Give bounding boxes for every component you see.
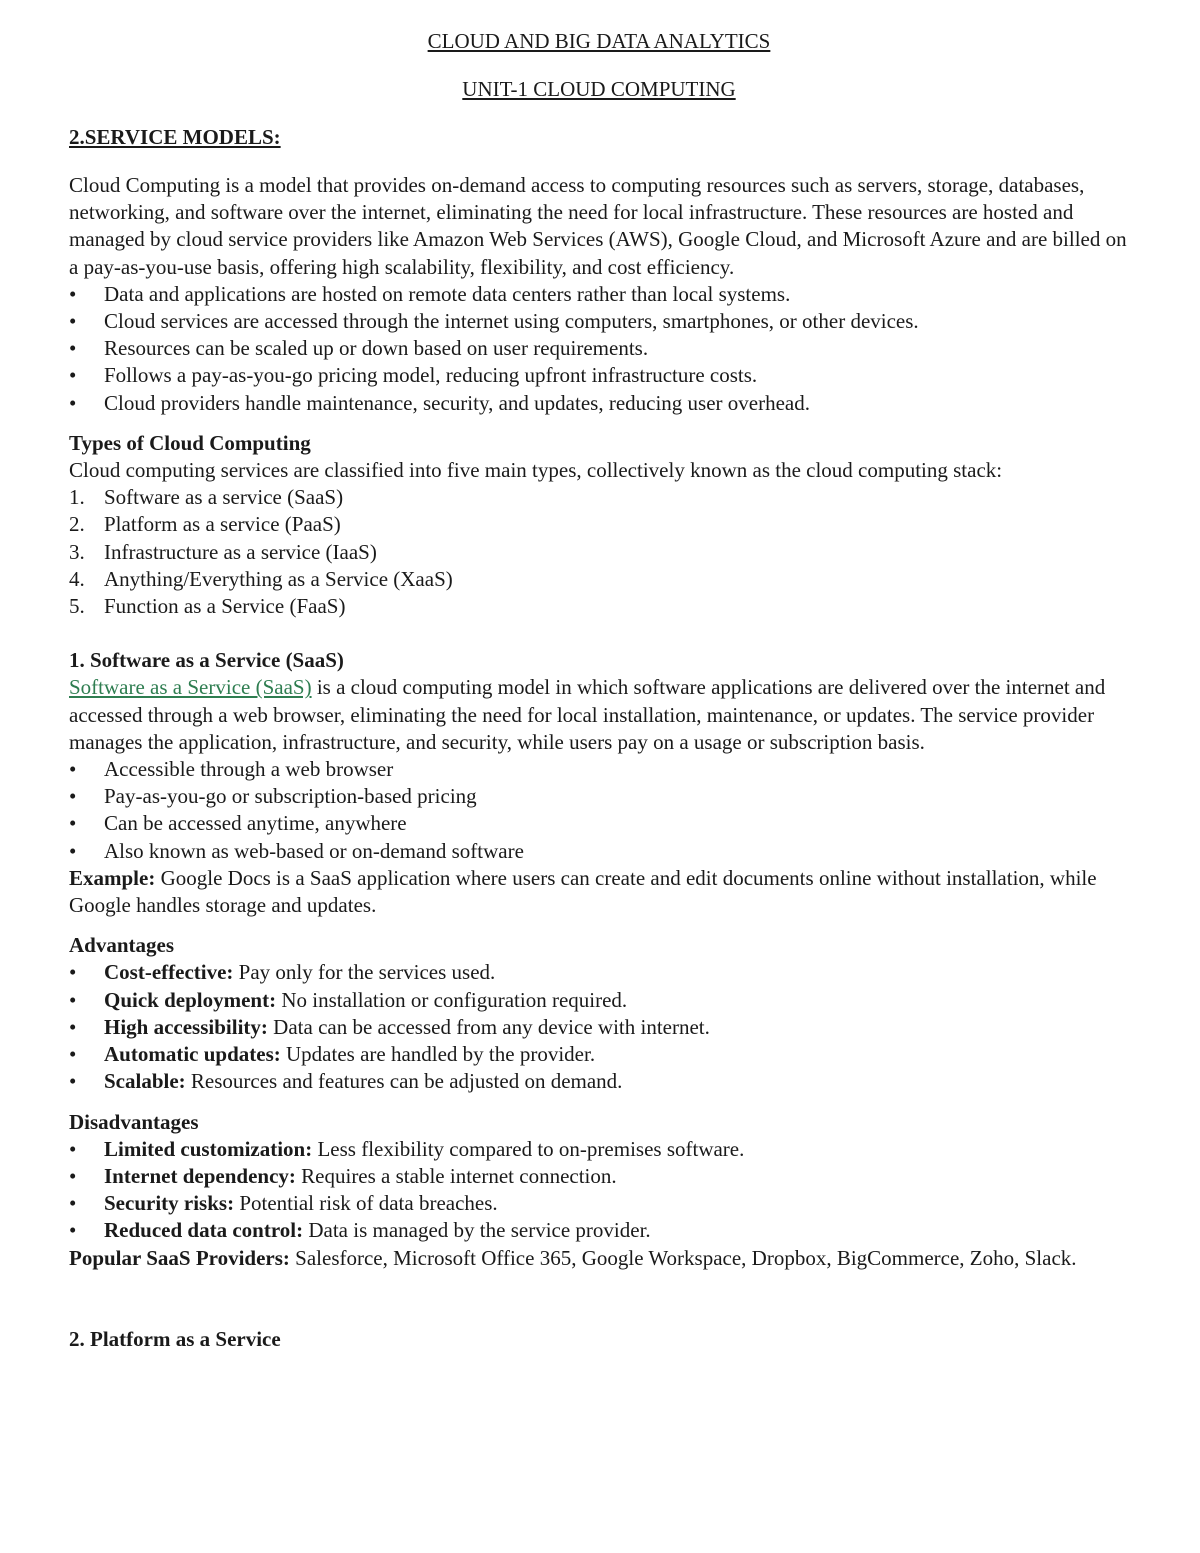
- term: Cost-effective:: [104, 960, 234, 985]
- saas-paragraph-text: is a cloud computing model in which software applications are delivered over the internet and accessed through a web browser, eliminating the need for local installation, maintenance, or updates. The service provider manages the application, infrastructure, and security, while users pay on a usage or subscription basis.: [69, 675, 1106, 754]
- description: Pay only for the services used.: [233, 960, 496, 985]
- types-paragraph: Cloud computing services are classified into five main types, collectively known as the cloud computing stack:: [69, 458, 1003, 483]
- saas-bullet-list: [69, 756, 1129, 865]
- bullet-icon: •: [69, 390, 77, 415]
- disadvantages-list: [69, 1136, 1129, 1245]
- course-title: CLOUD AND BIG DATA ANALYTICS: [427, 29, 771, 53]
- bullet-icon: •: [69, 1136, 77, 1161]
- term: Limited customization:: [104, 1136, 313, 1161]
- list-item: [69, 484, 1129, 511]
- bullet-icon: •: [69, 757, 77, 782]
- saas-heading: 1. Software as a Service (SaaS): [69, 648, 344, 673]
- list-item: [69, 1041, 1129, 1068]
- list-item: [69, 1163, 1129, 1190]
- list-item-text: Pay-as-you-go or subscription-based pricing: [104, 784, 477, 809]
- list-item-text: Platform as a service (PaaS): [104, 512, 341, 537]
- list-item-text: Infrastructure as a service (IaaS): [104, 539, 377, 564]
- saas-paragraph: [69, 674, 1129, 756]
- term: Automatic updates:: [104, 1042, 281, 1067]
- list-item: [69, 1217, 1129, 1244]
- bullet-icon: •: [69, 1218, 77, 1243]
- list-item: [69, 783, 1129, 810]
- bullet-icon: •: [69, 1163, 77, 1188]
- term: Scalable:: [104, 1069, 186, 1094]
- list-item: [69, 593, 1129, 620]
- list-item: [69, 539, 1129, 566]
- saas-example: [69, 865, 1129, 919]
- list-item: [69, 390, 1129, 417]
- section-heading: 2.SERVICE MODELS:: [69, 125, 281, 149]
- list-item-text: Data and applications are hosted on remote data centers rather than local systems.: [104, 281, 791, 306]
- list-item: [69, 1014, 1129, 1041]
- list-number: 4.: [69, 566, 85, 591]
- list-number: 5.: [69, 594, 85, 619]
- types-heading: Types of Cloud Computing: [69, 430, 311, 455]
- saas-link[interactable]: Software as a Service (SaaS): [69, 675, 312, 700]
- term: Security risks:: [104, 1191, 235, 1216]
- bullet-icon: •: [69, 363, 77, 388]
- list-item-text: Can be accessed anytime, anywhere: [104, 811, 407, 836]
- list-item: [69, 959, 1129, 986]
- bullet-icon: •: [69, 1069, 77, 1094]
- unit-title: UNIT-1 CLOUD COMPUTING: [462, 77, 736, 101]
- list-item-text: Accessible through a web browser: [104, 757, 394, 782]
- providers-text: Salesforce, Microsoft Office 365, Google Workspace, Dropbox, BigCommerce, Zoho, Slack.: [289, 1245, 1077, 1270]
- description: Data can be accessed from any device with internet.: [267, 1014, 710, 1039]
- bullet-icon: •: [69, 987, 77, 1012]
- list-item-text: Cloud services are accessed through the internet using computers, smartphones, or other devices.: [104, 309, 919, 334]
- advantages-heading: Advantages: [69, 933, 175, 958]
- intro-paragraph: Cloud Computing is a model that provides on-demand access to computing resources such as servers, storage, databases, networking, and software over the internet, eliminating the need for local infrastructure. These resources are hosted and managed by cloud service providers like Amazon Web Services (AWS), Google Cloud, and Microsoft Azure and are billed on a pay-as-you-use basis, offering high scalability, flexibility, and cost efficiency.: [69, 173, 1127, 279]
- list-item: [69, 362, 1129, 389]
- providers-label: Popular SaaS Providers:: [69, 1245, 290, 1270]
- list-item: [69, 810, 1129, 837]
- bullet-icon: •: [69, 811, 77, 836]
- list-item-text: Anything/Everything as a Service (XaaS): [104, 566, 453, 591]
- list-item-text: Cloud providers handle maintenance, security, and updates, reducing user overhead.: [104, 390, 810, 415]
- list-item-text: Function as a Service (FaaS): [104, 594, 346, 619]
- list-item: [69, 511, 1129, 538]
- document-page: [69, 28, 1129, 1353]
- disadvantages-heading: Disadvantages: [69, 1109, 199, 1134]
- list-item: [69, 987, 1129, 1014]
- list-item: [69, 1136, 1129, 1163]
- list-item: [69, 1190, 1129, 1217]
- term: Internet dependency:: [104, 1163, 296, 1188]
- description: Data is managed by the service provider.: [303, 1218, 651, 1243]
- description: Updates are handled by the provider.: [280, 1042, 596, 1067]
- saas-providers: [69, 1245, 1129, 1272]
- term: Quick deployment:: [104, 987, 277, 1012]
- list-item: [69, 566, 1129, 593]
- list-number: 3.: [69, 539, 85, 564]
- bullet-icon: •: [69, 1191, 77, 1216]
- description: Potential risk of data breaches.: [234, 1191, 498, 1216]
- bullet-icon: •: [69, 838, 77, 863]
- paas-heading: 2. Platform as a Service: [69, 1326, 281, 1351]
- bullet-icon: •: [69, 336, 77, 361]
- list-item-text: Software as a service (SaaS): [104, 485, 344, 510]
- example-label: Example:: [69, 865, 156, 890]
- description: No installation or configuration required.: [276, 987, 628, 1012]
- bullet-icon: •: [69, 960, 77, 985]
- list-item-text: Also known as web-based or on-demand software: [104, 838, 524, 863]
- list-item: [69, 838, 1129, 865]
- example-text: Google Docs is a SaaS application where users can create and edit documents online without installation, while Google handles storage and updates.: [69, 865, 1097, 918]
- description: Less flexibility compared to on-premises software.: [312, 1136, 745, 1161]
- bullet-icon: •: [69, 1014, 77, 1039]
- term: Reduced data control:: [104, 1218, 304, 1243]
- bullet-icon: •: [69, 1042, 77, 1067]
- list-item: [69, 308, 1129, 335]
- list-item: [69, 756, 1129, 783]
- bullet-icon: •: [69, 281, 77, 306]
- list-number: 2.: [69, 512, 85, 537]
- description: Resources and features can be adjusted on demand.: [185, 1069, 623, 1094]
- advantages-list: [69, 959, 1129, 1095]
- bullet-icon: •: [69, 784, 77, 809]
- description: Requires a stable internet connection.: [295, 1163, 617, 1188]
- list-item-text: Resources can be scaled up or down based on user requirements.: [104, 336, 649, 361]
- intro-bullet-list: [69, 281, 1129, 417]
- list-item: [69, 335, 1129, 362]
- list-item-text: Follows a pay-as-you-go pricing model, reducing upfront infrastructure costs.: [104, 363, 758, 388]
- list-number: 1.: [69, 485, 85, 510]
- bullet-icon: •: [69, 309, 77, 334]
- term: High accessibility:: [104, 1014, 268, 1039]
- types-numbered-list: [69, 484, 1129, 620]
- list-item: [69, 1068, 1129, 1095]
- list-item: [69, 281, 1129, 308]
